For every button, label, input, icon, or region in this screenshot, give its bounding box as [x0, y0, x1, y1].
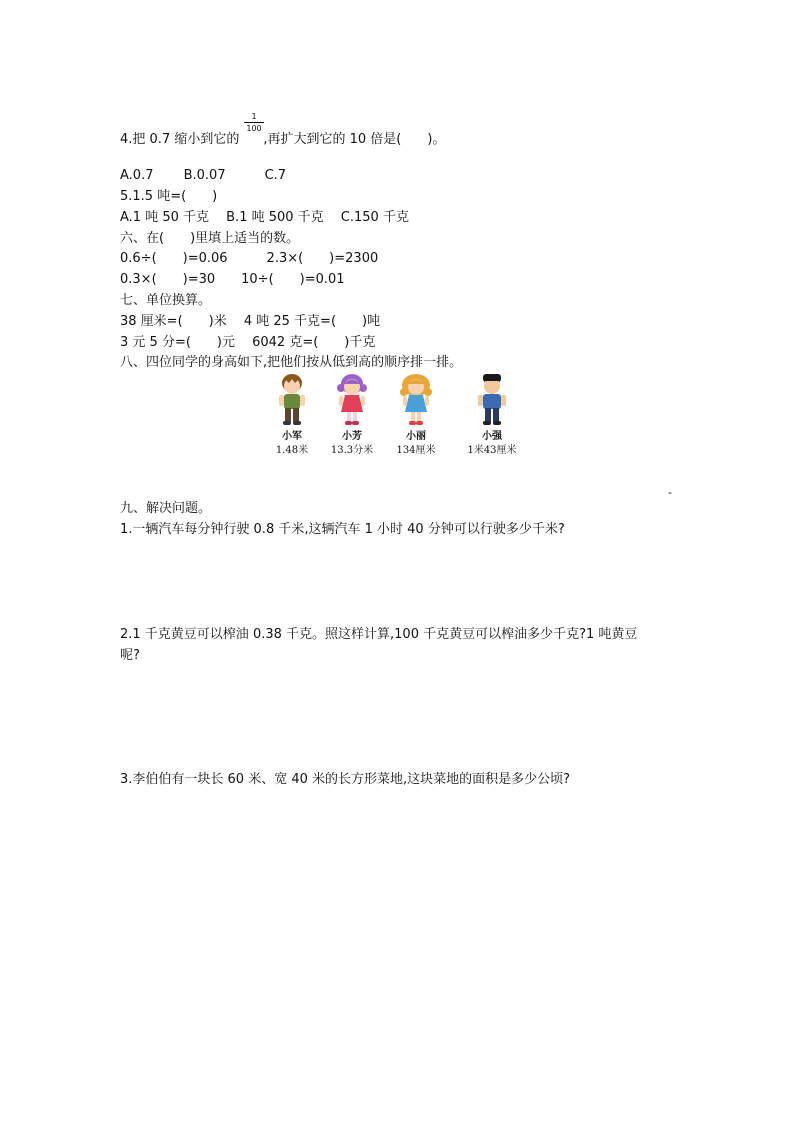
- q5-options: A.1 吨 50 千克 B.1 吨 500 千克 C.150 千克: [120, 210, 409, 225]
- problem-2-line-2: 呢?: [120, 648, 140, 663]
- students-illustration: [262, 372, 532, 464]
- section-6-title: 六、在( )里填上适当的数。: [120, 231, 300, 246]
- problem-2-line-1: 2.1 千克黄豆可以榨油 0.38 千克。照这样计算,100 千克黄豆可以榨油多少千克?1 吨黄豆: [120, 627, 638, 642]
- student-name: 小丽: [406, 431, 426, 442]
- section-6-row-1: 0.6÷( )=0.06 2.3×( )=2300: [120, 251, 379, 266]
- student-name: 小芳: [342, 431, 362, 442]
- section-9-title: 九、解决问题。: [120, 501, 212, 516]
- section-7-row-1: 38 厘米=( )米 4 吨 25 千克=( )吨: [120, 314, 381, 329]
- student-height: 1米43厘米: [467, 445, 517, 456]
- student-card: [262, 372, 322, 457]
- student-height: 134厘米: [396, 445, 436, 456]
- girl-figure-icon: [336, 372, 368, 426]
- problem-3: 3.李伯伯有一块长 60 米、宽 40 米的长方形菜地,这块菜地的面积是多少公顷?: [120, 772, 571, 787]
- section-6-row-2: 0.3×( )=30 10÷( )=0.01: [120, 272, 345, 287]
- student-card: [322, 372, 382, 457]
- boy-figure-icon: [276, 372, 308, 426]
- student-card: [386, 372, 446, 457]
- q4-options: A.0.7 B.0.07 C.7: [120, 168, 287, 183]
- section-7-row-2: 3 元 5 分=( )元 6042 克=( )千克: [120, 335, 376, 350]
- student-name: 小强: [482, 431, 502, 442]
- boy-figure-icon: [476, 372, 508, 426]
- fraction-one-hundredth: [244, 112, 264, 133]
- section-7-title: 七、单位换算。: [120, 293, 212, 308]
- girl-figure-icon: [399, 372, 433, 426]
- q5-question: 5.1.5 吨=( ): [120, 189, 218, 204]
- stray-dash-mark: -: [668, 486, 672, 499]
- q4-text-before: 4.把 0.7 缩小到它的: [120, 132, 240, 147]
- student-card: [462, 372, 522, 457]
- student-height: 1.48米: [275, 445, 309, 456]
- fraction-denominator: 100: [246, 124, 262, 133]
- problem-1: 1.一辆汽车每分钟行驶 0.8 千米,这辆汽车 1 小时 40 分钟可以行驶多少千米?: [120, 522, 565, 537]
- q4-question: [120, 131, 445, 149]
- fraction-bar: [244, 122, 264, 123]
- student-height: 13.3分米: [330, 445, 374, 456]
- fraction-numerator: 1: [251, 112, 257, 121]
- q4-text-after: ,再扩大到它的 10 倍是( )。: [263, 132, 446, 147]
- section-8-title: 八、四位同学的身高如下,把他们按从低到高的顺序排一排。: [120, 355, 463, 370]
- student-name: 小军: [282, 431, 302, 442]
